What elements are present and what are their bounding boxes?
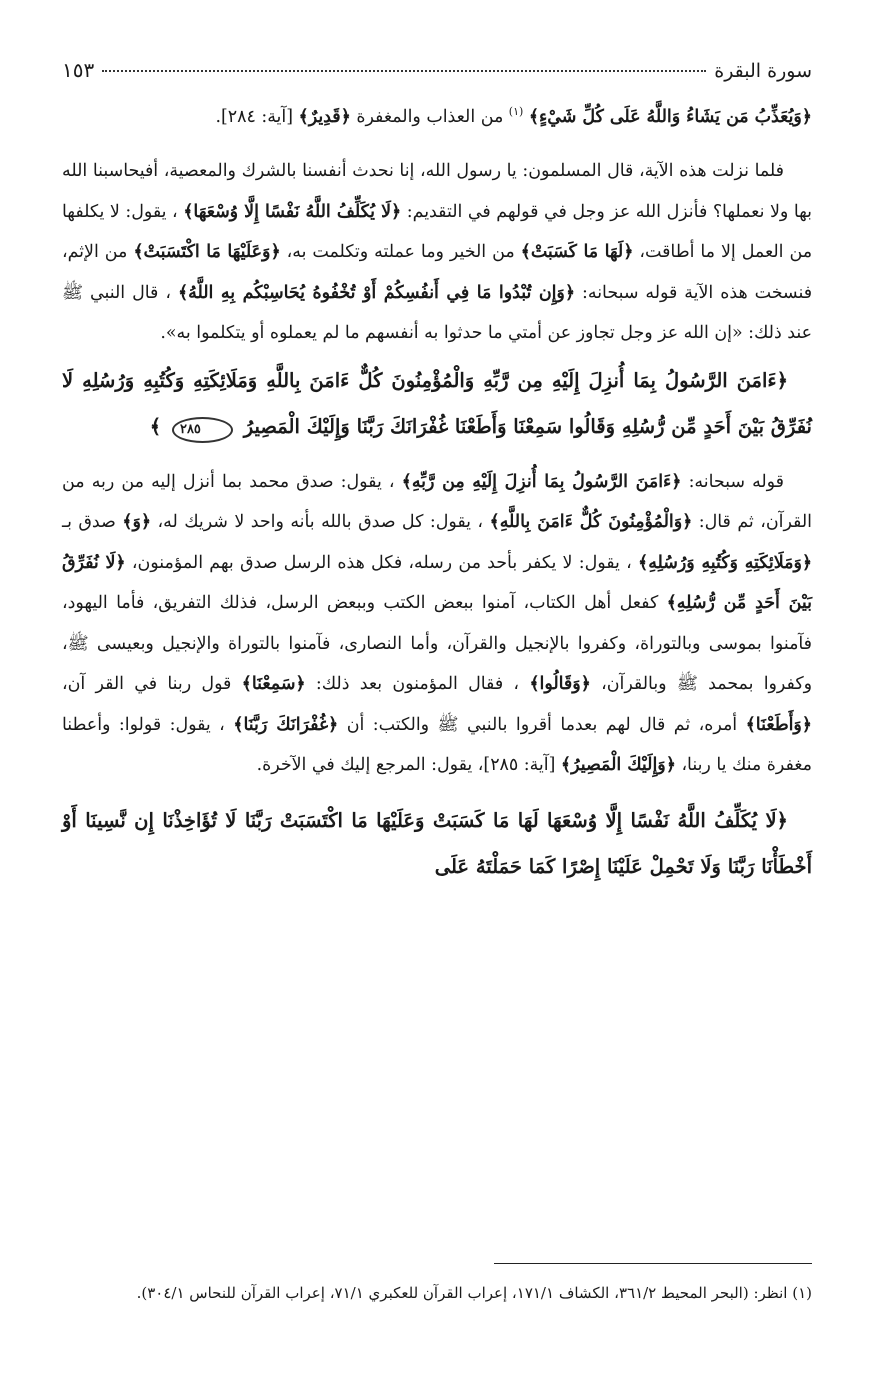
verse-286-text: ﴿لَا يُكَلِّفُ اللَّهُ نَفْسًا إِلَّا وُسْعَهَا لَهَا مَا كَسَبَتْ وَعَلَيْهَا مَا اكْتَسَبَتْ رَبَّنَا لَا تُؤَاخِذْنَا إِن نَّسِينَا أَوْ أَخْطَأْنَا رَبَّنَا وَلَا تَحْمِلْ عَلَيْنَا إِصْرًا كَمَا حَمَلْتَهُ عَلَى — [62, 808, 812, 878]
footnote: (١) انظر: (البحر المحيط ٣٦١/٢، الكشاف ١٧١/١، إعراب القرآن للعكبري ٧١/١، إعراب القرآن للنحاس ٣٠٤/١). — [136, 1284, 812, 1302]
surah-title: سورة البقرة — [714, 60, 812, 82]
verse-285-block — [62, 358, 812, 450]
verse-285-text: ﴿ءَامَنَ الرَّسُولُ بِمَا أُنزِلَ إِلَيْهِ مِن رَّبِّهِ وَالْمُؤْمِنُونَ كُلٌّ ءَامَنَ بِاللَّهِ وَمَلَائِكَتِهِ وَكُتُبِهِ وَرُسُلِهِ لَا نُفَرِّقُ بَيْنَ أَحَدٍ مِّن رُّسُلِهِ وَقَالُوا سَمِعْنَا وَأَطَعْنَا غُفْرَانَكَ رَبَّنَا وَإِلَيْكَ الْمَصِيرُ — [62, 368, 812, 438]
quran-quote: ﴿لَا نُفَرِّقُ بَيْنَ أَحَدٍ مِّن رُّسُلِهِ﴾ — [62, 552, 812, 614]
quran-quote: ﴿وَيُعَذِّبُ مَن يَشَاءُ وَاللَّهُ عَلَى كُلِّ شَيْءٍ﴾ — [528, 106, 812, 127]
paragraph-tafsir-285 — [62, 462, 812, 786]
commentary-text: من الإثم، فنسخت هذه الآية قوله سبحانه: — [62, 242, 813, 303]
quran-quote: ﴿وَإِلَيْكَ الْمَصِيرُ﴾ — [560, 755, 676, 776]
commentary-text: من العذاب والمغفرة — [356, 106, 504, 127]
leader-dots — [102, 70, 706, 72]
quran-quote: ﴿قَدِيرٌ﴾ — [298, 106, 351, 127]
page-number: ١٥٣ — [62, 58, 95, 82]
quran-quote: ﴿وَإِن تُبْدُوا مَا فِي أَنفُسِكُمْ أَوْ تُخْفُوهُ يُحَاسِبْكُم بِهِ اللَّهُ﴾ — [177, 282, 576, 303]
commentary-text: أمره، ثم قال لهم بعدما أقروا بالنبي ﷺ والكتب: أن — [346, 714, 738, 735]
footnote-ref: (١) — [508, 105, 524, 118]
commentary-text: [آية: ٢٨٥]، يقول: المرجع إليك في الآخرة. — [256, 755, 556, 776]
quran-quote: ﴿لَا يُكَلِّفُ اللَّهُ نَفْسًا إِلَّا وُسْعَهَا﴾ — [183, 201, 402, 222]
quran-quote: ﴿وَأَطَعْنَا﴾ — [745, 714, 812, 735]
quran-quote: ﴿لَهَا مَا كَسَبَتْ﴾ — [520, 242, 634, 263]
quran-quote: ﴿وَالْمُؤْمِنُونَ كُلٌّ ءَامَنَ بِاللَّهِ﴾ — [489, 512, 693, 533]
paragraph-abrogation — [62, 151, 812, 354]
footnote-divider — [494, 1263, 812, 1264]
commentary-text: صدق بـ — [62, 512, 116, 533]
quran-quote: ﴿ءَامَنَ الرَّسُولُ بِمَا أُنزِلَ إِلَيْهِ مِن رَّبِّهِ﴾ — [401, 471, 682, 492]
commentary-text: من الخير وما عملته وتكلمت به، — [286, 242, 515, 263]
ayah-reference: [آية: ٢٨٤]. — [215, 106, 293, 127]
quran-quote: ﴿وَمَلَائِكَتِهِ وَكُتُبِهِ وَرُسُلِهِ﴾ — [638, 552, 813, 573]
paragraph-ayah-284-end — [62, 92, 812, 137]
ayah-number-marker: ٢٨٥ — [172, 417, 233, 443]
book-page — [62, 58, 812, 1358]
commentary-text: قوله سبحانه: — [688, 471, 784, 492]
commentary-text: فلما نزلت هذه الآية، قال المسلمون: يا رسول الله، إنا نحدث أنفسنا بالشرك والمعصية، أفيحاسبنا الله بها ولا نعملها؟ فأنزل الله عز وجل في قولهم في التقديم: — [62, 161, 812, 222]
commentary-text: ، يقول: قولوا: وأعطنا مغفرة منك يا ربنا، — [62, 714, 812, 776]
commentary-text: ، يقول: صدق محمد بما أنزل إليه من ربه من القرآن، ثم قال: — [62, 471, 812, 533]
commentary-text: ، قال النبي ﷺ عند ذلك: «إن الله عز وجل تجاوز عن أمتي ما حدثوا به أنفسهم ما لم يعملوه أو يتكلموا به». — [62, 282, 812, 344]
commentary-text: ، يقول: كل صدق بالله بأنه واحد لا شريك له، — [157, 512, 484, 533]
commentary-text: ، فقال المؤمنون بعد ذلك: — [315, 674, 520, 695]
commentary-text: قول ربنا في القر آن، — [62, 674, 232, 695]
commentary-text: ، يقول: لا يكلفها من العمل إلا ما أطاقت، — [62, 201, 813, 263]
commentary-text: كفعل أهل الكتاب، آمنوا ببعض الكتب وببعض الرسل، فذلك التفريق، فأما اليهود، فآمنوا بموسى وبالتوراة، وكفروا بالإنجيل والقرآن، وأما النصارى، فآمنوا بالتوراة والإنجيل وبعيسى ﷺ، وكفروا بمحمد ﷺ وبالقرآن، — [62, 593, 813, 695]
running-header — [62, 58, 812, 92]
quran-quote: ﴿سَمِعْنَا﴾ — [241, 674, 306, 695]
commentary-text: ، يقول: لا يكفر بأحد من رسله، فكل هذه الرسل صدق بهم المؤمنون، — [131, 552, 632, 573]
quran-quote: ﴿وَ﴾ — [122, 512, 152, 533]
quran-quote: ﴿غُفْرَانَكَ رَبَّنَا﴾ — [233, 714, 339, 735]
quran-quote: ﴿وَقَالُوا﴾ — [529, 674, 591, 695]
quran-quote: ﴿وَعَلَيْهَا مَا اكْتَسَبَتْ﴾ — [133, 242, 281, 263]
verse-close-bracket: ﴾ — [149, 414, 162, 438]
verse-286-block — [62, 798, 812, 890]
